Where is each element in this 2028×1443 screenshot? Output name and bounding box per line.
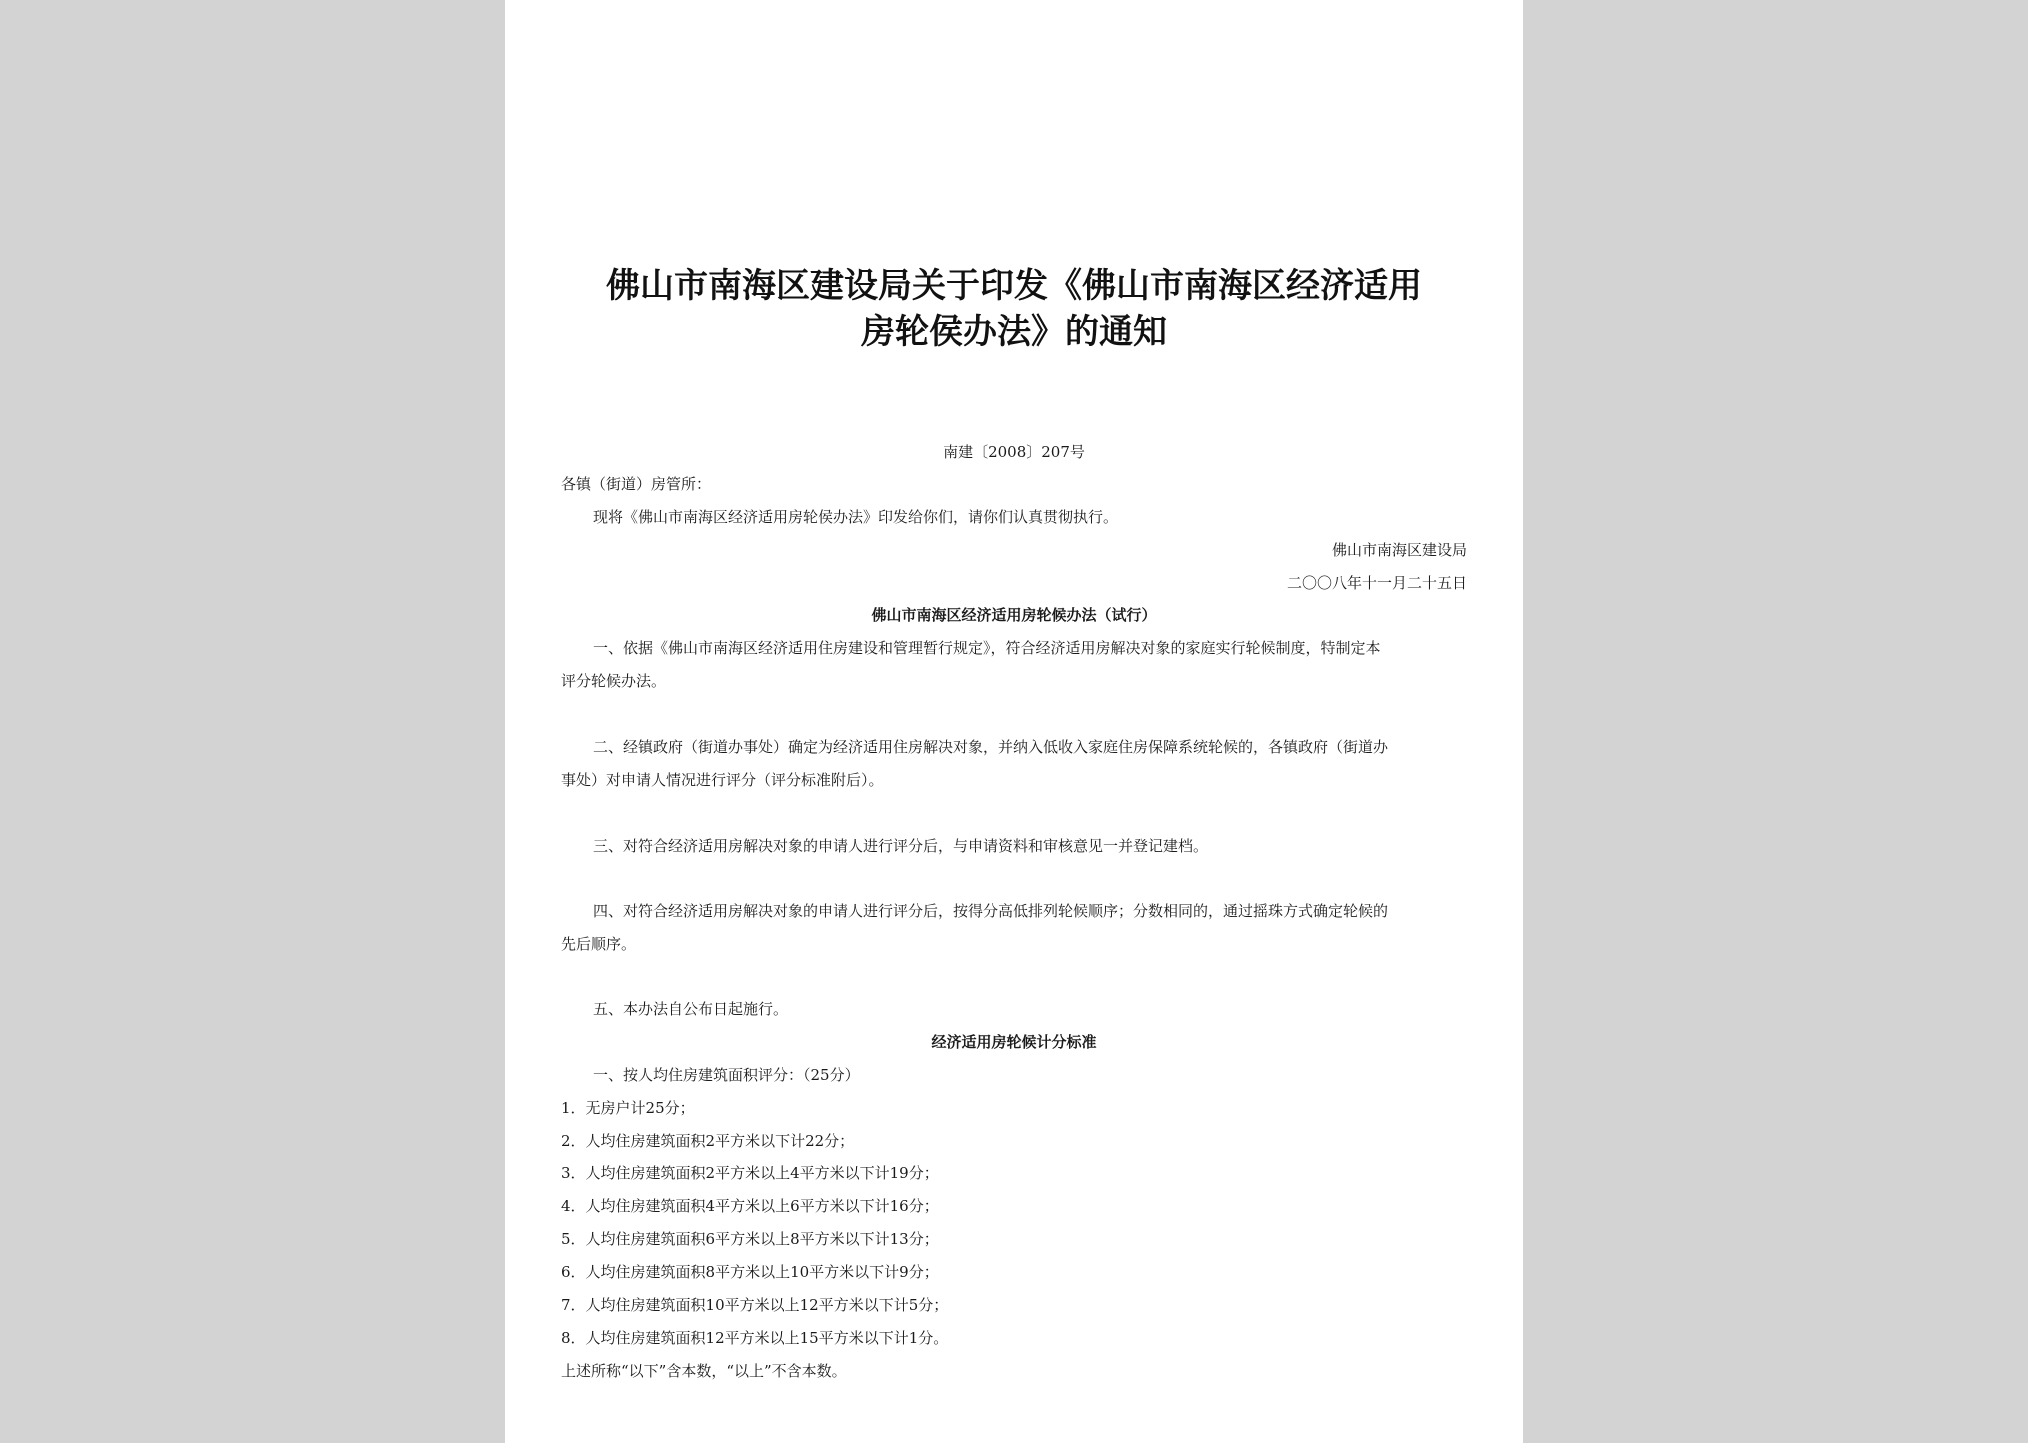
scoring-item: 5．人均住房建筑面积6平方米以上8平方米以下计13分； [561, 1230, 939, 1248]
rule-2-line-1: 二、经镇政府（街道办事处）确定为经济适用住房解决对象，并纳入低收入家庭住房保障系统轮候的，各镇政府（街道办 [593, 738, 1389, 756]
document-title-line-2: 房轮侯办法》的通知 [861, 312, 1167, 352]
issuer-signature: 佛山市南海区建设局 [1331, 541, 1467, 559]
rule-4-line-1: 四、对符合经济适用房解决对象的申请人进行评分后，按得分高低排列轮候顺序；分数相同的，通过摇珠方式确定轮候的 [593, 902, 1389, 920]
scoring-item: 1．无房户计25分； [561, 1099, 695, 1117]
scoring-item: 8．人均住房建筑面积12平方米以上15平方米以下计1分。 [561, 1329, 949, 1347]
scoring-item: 6．人均住房建筑面积8平方米以上10平方米以下计9分； [561, 1263, 939, 1281]
scoring-title: 经济适用房轮候计分标准 [931, 1033, 1097, 1051]
scoring-item: 3．人均住房建筑面积2平方米以上4平方米以下计19分； [561, 1164, 939, 1182]
scoring-item: 2．人均住房建筑面积2平方米以下计22分； [561, 1132, 855, 1150]
scoring-item: 4．人均住房建筑面积4平方米以上6平方米以下计16分； [561, 1197, 939, 1215]
rule-2-line-2: 事处）对申请人情况进行评分（评分标准附后）。 [561, 771, 884, 789]
rules-title: 佛山市南海区经济适用房轮候办法（试行） [871, 606, 1157, 624]
scoring-subtitle: 一、按人均住房建筑面积评分：（25分） [593, 1066, 860, 1084]
rule-1-line-2: 评分轮候办法。 [561, 672, 667, 690]
intro-paragraph: 现将《佛山市南海区经济适用房轮侯办法》印发给你们，请你们认真贯彻执行。 [593, 508, 1119, 526]
issue-date: 二〇〇八年十一月二十五日 [1286, 574, 1467, 592]
rule-1-line-1: 一、依据《佛山市南海区经济适用住房建设和管理暂行规定》，符合经济适用房解决对象的家庭实行轮候制度，特制定本 [593, 639, 1381, 657]
document-page [505, 0, 1523, 1443]
addressee: 各镇（街道）房管所： [561, 475, 712, 493]
document-title-line-1: 佛山市南海区建设局关于印发《佛山市南海区经济适用 [606, 266, 1422, 306]
scoring-item: 7．人均住房建筑面积10平方米以上12平方米以下计5分； [561, 1296, 949, 1314]
rule-4-line-2: 先后顺序。 [561, 935, 637, 953]
document-number: 南建〔2008〕207号 [943, 443, 1085, 461]
scoring-note: 上述所称“以下”含本数，“以上”不含本数。 [561, 1362, 847, 1380]
rule-5: 五、本办法自公布日起施行。 [593, 1000, 789, 1018]
rule-3: 三、对符合经济适用房解决对象的申请人进行评分后，与申请资料和审核意见一并登记建档。 [593, 837, 1209, 855]
